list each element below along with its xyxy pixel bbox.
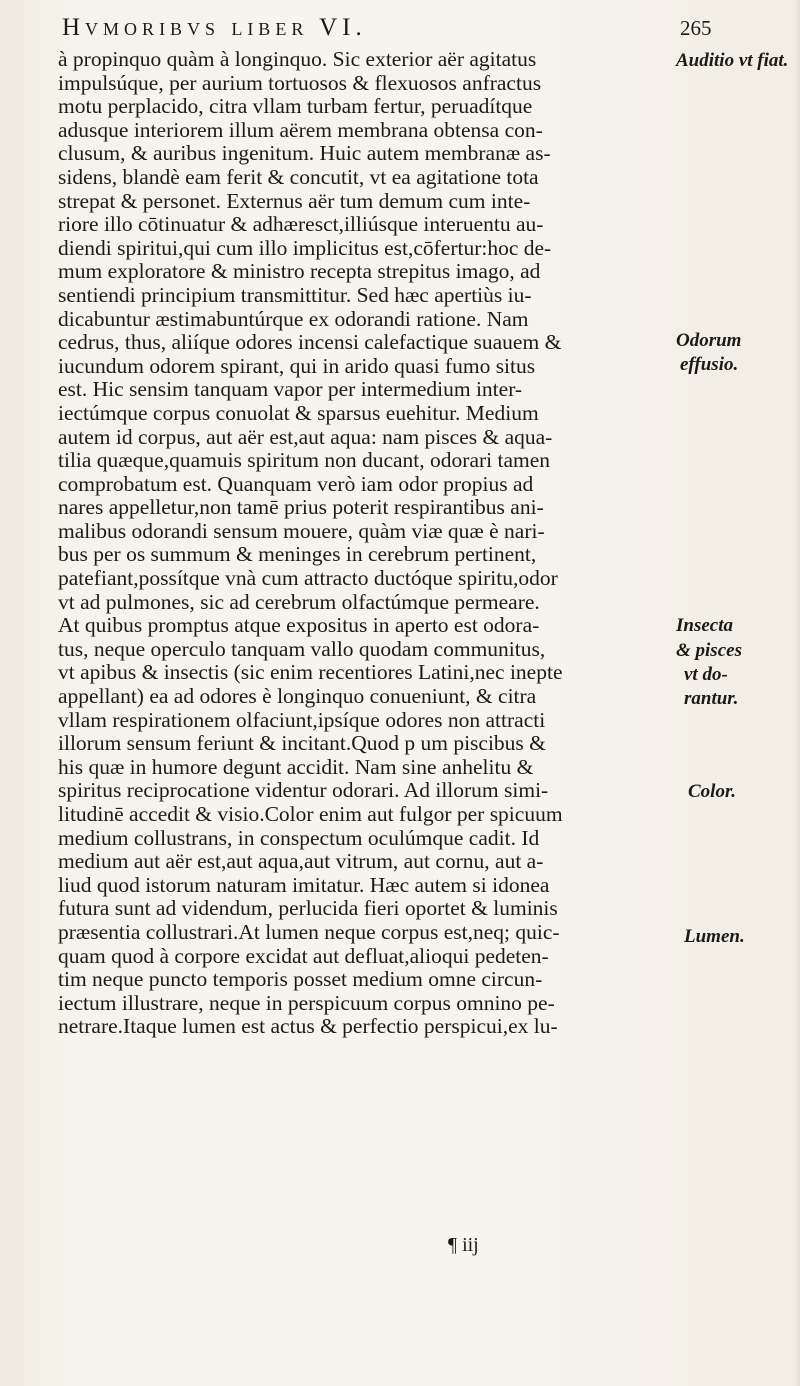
text-line: medium collustrans, in conspectum oculúmque cadit. Id bbox=[58, 826, 540, 850]
text-line: tilia quæque,quamuis spiritum non ducant, odorari tamen bbox=[58, 449, 551, 473]
text-line: netrare.Itaque lumen est actus & perfectio perspicui,ex lu- bbox=[58, 1015, 558, 1039]
text-line: At quibus promptus atque expositus in aperto est odora- bbox=[58, 614, 540, 638]
text-line: iectum illustrare, neque in perspicuum corpus omnino pe- bbox=[58, 991, 555, 1015]
text-line: liud quod istorum naturam imitatur. Hæc autem si idonea bbox=[58, 873, 550, 897]
running-title: Hvmoribvs liber VI. bbox=[62, 14, 367, 41]
text-line: adusque interiorem illum aërem membrana obtensa con- bbox=[58, 118, 543, 142]
text-line: his quæ in humore degunt accidit. Nam sine anhelitu & bbox=[58, 755, 534, 779]
text-line: litudinē accedit & visio.Color enim aut fulgor per spicuum bbox=[58, 803, 563, 826]
text-line: bus per os summum & meninges in cerebrum pertinent, bbox=[58, 543, 537, 567]
text-line: vllam respirationem olfaciunt,ipsíque odores non attracti bbox=[58, 708, 546, 732]
text-line: sidens, blandè eam ferit & concutit, vt ea agitatione tota bbox=[58, 165, 539, 189]
text-line: nares appelletur,non tamē prius poterit respirantibus ani- bbox=[58, 496, 544, 520]
text-line: malibus odorandi sensum mouere, quàm viæ quæ è nari- bbox=[58, 519, 545, 543]
text-line: iucundum odorem spirant, qui in arido quasi fumo situs bbox=[58, 354, 536, 378]
text-line: est. Hic sensim tanquam vapor per intermedium inter- bbox=[58, 378, 523, 402]
text-line: appellant) ea ad odores è longinquo conueniunt, & citra bbox=[58, 685, 537, 709]
text-line: illorum sensum feriunt & incitant.Quod p um piscibus & bbox=[58, 732, 546, 756]
text-line: quam quod à corpore excidat aut defluat,alioqui pedeten- bbox=[58, 944, 549, 968]
margin-note-color: Color. bbox=[688, 781, 737, 802]
text-line: comprobatum est. Quanquam verò iam odor propius ad bbox=[58, 472, 534, 496]
text-line: spiritus reciprocatione videntur odorari. Ad illorum simi- bbox=[58, 779, 549, 803]
text-line: impulsúque, per aurium tortuosos & flexuosos anfractus bbox=[58, 71, 542, 95]
margin-note-auditio: Auditio vt fiat. bbox=[676, 50, 789, 71]
text-line: strepat & personet. Externus aër tum demum cum inte- bbox=[58, 189, 531, 213]
margin-note-insecta: Insecta bbox=[676, 615, 733, 636]
margin-note-lumen: Lumen. bbox=[684, 926, 745, 947]
page-edge-shadow bbox=[794, 0, 800, 1386]
text-line: patefiant,possítque vnà cum attracto ductóque spiritu,odor bbox=[58, 567, 558, 591]
text-line: motu perplacido, citra vllam turbam fertur, peruadítque bbox=[58, 95, 533, 119]
text-line: præsentia collustrari.At lumen neque corpus est,neq; quic- bbox=[58, 920, 560, 944]
margin-note-effusio: effusio. bbox=[680, 354, 739, 375]
text-line: autem id corpus, aut aër est,aut aqua: nam pisces & aqua- bbox=[58, 425, 553, 449]
signature-mark: ¶ iij bbox=[448, 1234, 479, 1256]
text-line: cedrus, thus, aliíque odores incensi calefactique suauem & bbox=[58, 331, 562, 355]
text-line: medium aut aër est,aut aqua,aut vitrum, aut cornu, aut a- bbox=[58, 850, 544, 874]
text-line: futura sunt ad videndum, perlucida fieri oportet & luminis bbox=[58, 897, 558, 921]
text-line: diendi spiritui,qui cum illo implicitus est,cōfertur:hoc de- bbox=[58, 236, 552, 260]
text-line: mum exploratore & ministro recepta strepitus imago, ad bbox=[58, 260, 541, 284]
text-line: vt apibus & insectis (sic enim recentiores Latini,nec inepte bbox=[58, 661, 563, 685]
page-number: 265 bbox=[680, 16, 712, 40]
text-line: dicabuntur æstimabuntúrque ex odorandi ratione. Nam bbox=[58, 307, 529, 331]
text-line: iectúmque corpus conuolat & sparsus euehitur. Medium bbox=[58, 401, 539, 425]
text-line: vt ad pulmones, sic ad cerebrum olfactúmque permeare. bbox=[58, 590, 540, 614]
text-line: à propinquo quàm à longinquo. Sic exterior aër agitatus bbox=[58, 48, 537, 71]
text-line: tus, neque operculo tanquam vallo quodam communitus, bbox=[58, 637, 546, 661]
margin-note-odorum: Odorum bbox=[676, 330, 742, 351]
text-line: tim neque puncto temporis posset medium omne circun- bbox=[58, 968, 543, 992]
text-line: riore illo cōtinuatur & adhæresct,illiúsque interuentu au- bbox=[58, 213, 544, 237]
text-line: clusum, & auribus ingenitum. Huic autem membranæ as- bbox=[58, 142, 551, 166]
margin-note-pisces: & pisces bbox=[676, 640, 742, 661]
text-line: sentiendi principium transmittitur. Sed hæc apertiùs iu- bbox=[58, 283, 532, 307]
margin-note-rantur: rantur. bbox=[684, 688, 739, 709]
margin-note-vt-do: vt do- bbox=[684, 664, 728, 685]
